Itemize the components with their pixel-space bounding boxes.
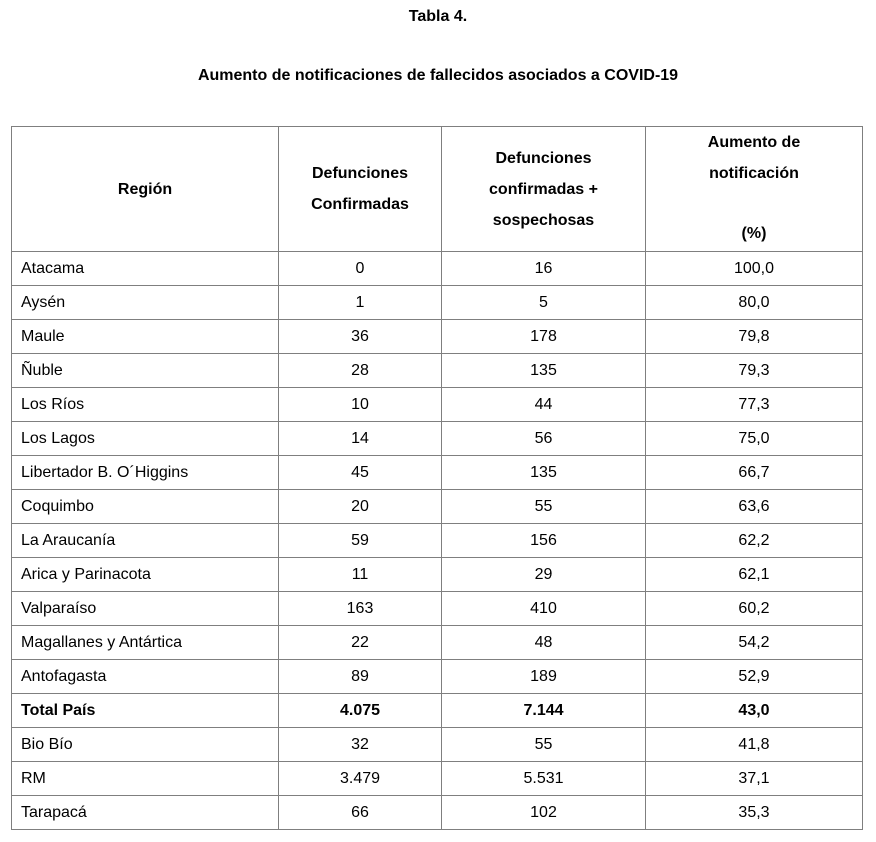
increase-cell: 66,7 — [646, 456, 863, 490]
confirmed-cell: 3.479 — [279, 762, 442, 796]
confirmed-suspected-cell: 16 — [442, 252, 646, 286]
confirmed-cell: 36 — [279, 320, 442, 354]
header-increase-line2: notificación — [709, 165, 799, 182]
confirmed-suspected-cell: 135 — [442, 456, 646, 490]
region-cell: Arica y Parinacota — [12, 558, 279, 592]
confirmed-suspected-cell: 156 — [442, 524, 646, 558]
table-row — [12, 728, 863, 762]
confirmed-cell: 4.075 — [279, 694, 442, 728]
increase-cell: 60,2 — [646, 592, 863, 626]
region-cell: Los Lagos — [12, 422, 279, 456]
table-row — [12, 626, 863, 660]
table-row — [12, 286, 863, 320]
region-cell: Aysén — [12, 286, 279, 320]
header-confirmed-line2: Confirmadas — [311, 196, 409, 213]
table-row — [12, 796, 863, 830]
region-cell: Los Ríos — [12, 388, 279, 422]
confirmed-suspected-cell: 178 — [442, 320, 646, 354]
increase-cell: 80,0 — [646, 286, 863, 320]
region-cell: Coquimbo — [12, 490, 279, 524]
table-row — [12, 252, 863, 286]
increase-cell: 41,8 — [646, 728, 863, 762]
header-region — [12, 127, 279, 252]
table-number: Tabla 4. — [408, 8, 468, 25]
table-row — [12, 456, 863, 490]
confirmed-cell: 28 — [279, 354, 442, 388]
increase-cell: 100,0 — [646, 252, 863, 286]
region-cell: Ñuble — [12, 354, 279, 388]
confirmed-cell: 163 — [279, 592, 442, 626]
confirmed-cell: 59 — [279, 524, 442, 558]
confirmed-suspected-cell: 55 — [442, 490, 646, 524]
table-row — [12, 490, 863, 524]
confirmed-cell: 66 — [279, 796, 442, 830]
table-row — [12, 320, 863, 354]
increase-cell: 35,3 — [646, 796, 863, 830]
region-cell: La Araucanía — [12, 524, 279, 558]
total-row — [12, 694, 863, 728]
table-row — [12, 762, 863, 796]
header-increase-line1: Aumento de — [707, 134, 801, 151]
table-row — [12, 422, 863, 456]
table-body — [12, 252, 863, 830]
table-row — [12, 592, 863, 626]
confirmed-cell: 45 — [279, 456, 442, 490]
confirmed-suspected-cell: 55 — [442, 728, 646, 762]
confirmed-suspected-cell: 102 — [442, 796, 646, 830]
header-suspected-line2: confirmadas + — [489, 180, 598, 198]
increase-cell: 54,2 — [646, 626, 863, 660]
confirmed-suspected-cell: 56 — [442, 422, 646, 456]
confirmed-suspected-cell: 189 — [442, 660, 646, 694]
region-cell: Valparaíso — [12, 592, 279, 626]
header-confirmed-suspected — [442, 127, 646, 252]
region-cell: RM — [12, 762, 279, 796]
region-cell: Magallanes y Antártica — [12, 626, 279, 660]
increase-cell: 63,6 — [646, 490, 863, 524]
confirmed-suspected-cell: 7.144 — [442, 694, 646, 728]
table-row — [12, 524, 863, 558]
header-suspected-line1: Defunciones — [495, 149, 592, 167]
increase-cell: 62,2 — [646, 524, 863, 558]
increase-cell: 79,8 — [646, 320, 863, 354]
confirmed-cell: 22 — [279, 626, 442, 660]
increase-cell: 77,3 — [646, 388, 863, 422]
confirmed-suspected-cell: 135 — [442, 354, 646, 388]
region-cell: Libertador B. O´Higgins — [12, 456, 279, 490]
confirmed-cell: 89 — [279, 660, 442, 694]
increase-cell: 62,1 — [646, 558, 863, 592]
region-cell: Bio Bío — [12, 728, 279, 762]
table-row — [12, 388, 863, 422]
table-row — [12, 354, 863, 388]
header-row — [12, 127, 863, 252]
deaths-table — [11, 126, 863, 830]
region-cell: Atacama — [12, 252, 279, 286]
confirmed-cell: 32 — [279, 728, 442, 762]
confirmed-cell: 11 — [279, 558, 442, 592]
confirmed-suspected-cell: 5.531 — [442, 762, 646, 796]
region-cell: Total País — [12, 694, 279, 728]
confirmed-cell: 1 — [279, 286, 442, 320]
region-cell: Tarapacá — [12, 796, 279, 830]
confirmed-suspected-cell: 410 — [442, 592, 646, 626]
confirmed-suspected-cell: 48 — [442, 626, 646, 660]
header-suspected-line3: sospechosas — [492, 211, 595, 229]
confirmed-suspected-cell: 5 — [442, 286, 646, 320]
table-title: Aumento de notificaciones de fallecidos asociados a COVID-19 — [197, 67, 679, 84]
header-increase-line3: (%) — [741, 225, 767, 242]
confirmed-suspected-cell: 29 — [442, 558, 646, 592]
region-cell: Antofagasta — [12, 660, 279, 694]
header-increase — [646, 127, 863, 252]
confirmed-suspected-cell: 44 — [442, 388, 646, 422]
increase-cell: 43,0 — [646, 694, 863, 728]
region-cell: Maule — [12, 320, 279, 354]
confirmed-cell: 10 — [279, 388, 442, 422]
increase-cell: 52,9 — [646, 660, 863, 694]
increase-cell: 75,0 — [646, 422, 863, 456]
header-confirmed — [279, 127, 442, 252]
header-confirmed-line1: Defunciones — [311, 165, 408, 182]
confirmed-cell: 20 — [279, 490, 442, 524]
header-region-label: Región — [117, 180, 173, 198]
confirmed-cell: 0 — [279, 252, 442, 286]
table-row — [12, 660, 863, 694]
confirmed-cell: 14 — [279, 422, 442, 456]
table-row — [12, 558, 863, 592]
increase-cell: 79,3 — [646, 354, 863, 388]
increase-cell: 37,1 — [646, 762, 863, 796]
